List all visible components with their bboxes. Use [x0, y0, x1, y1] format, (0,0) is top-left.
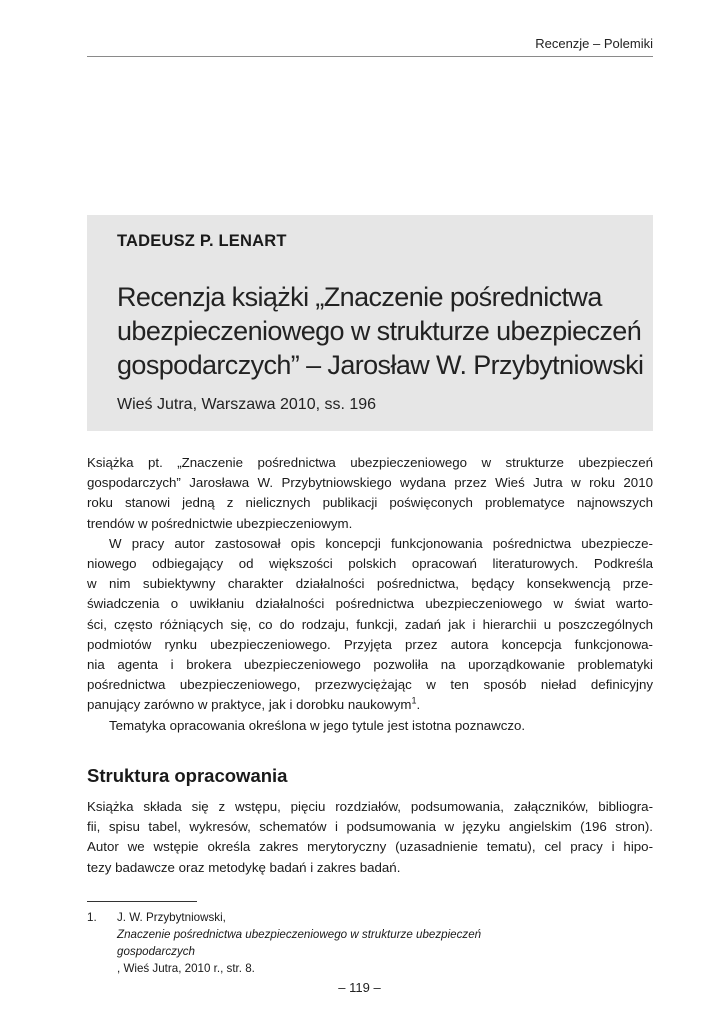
footnote-line — [117, 909, 653, 943]
text-line — [87, 695, 653, 715]
publication-info: Wieś Jutra, Warszawa 2010, ss. 196 — [117, 396, 377, 413]
paragraph-2 — [87, 534, 653, 716]
intro-text — [87, 453, 653, 736]
footnote-title: Znaczenie pośrednictwa ubezpieczeniowego w strukturze ubezpieczeń — [117, 928, 482, 941]
footnote-number: 1. — [87, 911, 97, 924]
text-line: W pracy autor zastosował opis koncepcji funkcjonowania pośrednictwa ubezpiecze- — [109, 535, 653, 551]
text-line: Tematyka opracowania określona w jego tytule jest istotna poznawczo. — [109, 717, 526, 733]
text-line: Książka składa się z wstępu, pięciu rozdziałów, podsumowania, załączników, bibliogra- — [87, 799, 653, 814]
text-line: gospodarczych” Jarosława W. Przybytniowskiego wydana przez Wieś Jutra w roku 2010 — [87, 475, 653, 491]
title-line: ubezpieczeniowego w strukturze ubezpieczeń — [117, 316, 642, 346]
text-line: Książka pt. „Znaczenie pośrednictwa ubezpieczeniowego w strukturze ubezpieczeń — [87, 455, 653, 470]
footnote-line — [117, 943, 653, 977]
text-line: świadczenia o uwikłaniu działalności pośrednictwa ubezpieczeniowego w świat warto- — [87, 596, 653, 612]
text-line: podmiotów rynku ubezpieczeniowego. Przyjęta przez autora koncepcja funkcjonowa- — [87, 636, 653, 652]
footnote-title: gospodarczych — [117, 945, 195, 958]
text-line: niowego odbiegający od większości polskich opracowań literaturowych. Podkreśla — [87, 556, 653, 572]
text-line: Autor we wstępie określa zakres merytoryczny (uzasadnienie tematu), cel pracy i hipo- — [87, 839, 653, 855]
running-head: Recenzje – Polemiki — [535, 36, 653, 51]
text-line: tezy badawcze oraz metodykę badań i zakres badań. — [87, 859, 401, 875]
text-line: w nim subiektywny charakter działalności pośrednictwa, będący konsekwencją prze- — [87, 576, 653, 592]
paragraph-3 — [87, 716, 653, 736]
text-line: roku stanowi jedną z nielicznych publikacji poświęconych problematyce najnowszych — [87, 495, 653, 511]
header-rule — [87, 56, 653, 57]
title-line: gospodarczych” – Jarosław W. Przybytniowski — [117, 350, 644, 380]
title-line: Recenzja książki „Znaczenie pośrednictwa — [117, 282, 602, 312]
section-paragraph — [87, 797, 653, 878]
section-text — [87, 797, 653, 878]
footnote-suffix: , Wieś Jutra, 2010 r., str. 8. — [117, 962, 255, 975]
text-line: nia agenta i brokera ubezpieczeniowego pozwoliła na uporządkowanie problematyki — [87, 657, 653, 673]
paragraph-1 — [87, 453, 653, 534]
review-title — [117, 280, 647, 382]
footnote — [87, 909, 653, 977]
page-number: – 119 – — [338, 980, 381, 995]
footnote-reference[interactable]: 1 — [411, 696, 417, 707]
text-line: trendów w pośrednictwie ubezpieczeniowym. — [87, 515, 353, 531]
footnote-body — [117, 909, 653, 977]
text-line: ści, często różniących się, co do rodzaju, funkcji, zadań jak i hierarchii u poszczególnych — [87, 616, 653, 632]
footnote-prefix: J. W. Przybytniowski, — [117, 911, 226, 924]
author-name: TADEUSZ P. LENART — [117, 232, 287, 250]
section-heading: Struktura opracowania — [87, 765, 288, 786]
text-fragment: panujący zarówno w praktyce, jak i dorobku naukowym — [87, 697, 412, 713]
footnote-rule — [87, 901, 197, 902]
text-line: fii, spisu tabel, wykresów, schematów i podsumowania w języku angielskim (196 stron). — [87, 819, 653, 835]
text-line: pośrednictwa ubezpieczeniowego, przezwyciężając w ten sposób nieład definicyjny — [87, 677, 653, 693]
text-fragment: . — [416, 697, 421, 713]
